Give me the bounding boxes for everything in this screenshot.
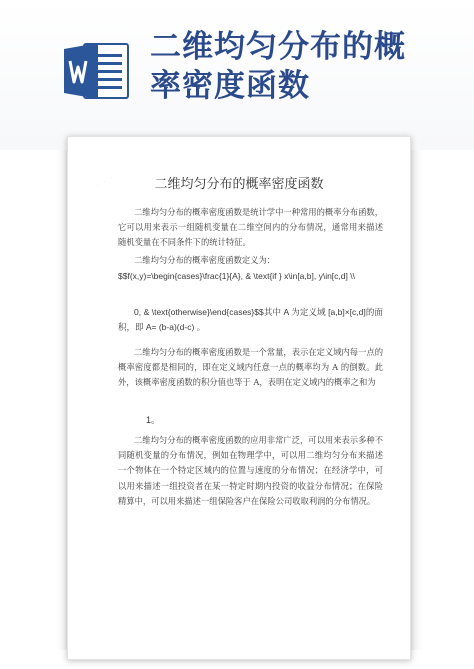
paragraph-value-one: 1。 (146, 415, 161, 425)
paragraph-applications: 二维均匀分布的概率密度函数的应用非常广泛，可以用来表示多种不同随机变量的分布情况，例如在物理学中，可以用二维均匀分布来描述一个物体在一个特定区域内的位置与速度的分布情况；在经济学中，可以用来描述一组投资者在某一特定时期内投资的收益分布情况；在保险精算中，可以用来描述一组保险客户在保险公司收取利润的分布情况。 (118, 435, 383, 506)
paragraph-property: 二维均匀分布的概率密度函数是一个常量，表示在定义域内每一点的概率密度都是相同的，即在定义域内任意一点的概率均为 A 的倒数。此外，该概率密度函数的积分值也等于 A，表明在定义域内的概率之和为 (118, 347, 383, 388)
paragraph-intro: 二维均匀分布的概率密度函数是统计学中一种常用的概率分布函数，它可以用来表示一组随机变量在二维空间内的分布情况，通常用来描述随机变量在不同条件下的统计特征。 (118, 207, 383, 248)
word-icon (62, 40, 132, 102)
paragraph-formula: $$f(x,y)=\begin{cases}\frac{1}{A}, & \text{if } x\in[a,b], y\in[c,d] \\ (118, 271, 355, 281)
document-title: 二维均匀分布的概率密度函数 (154, 177, 324, 192)
page-shadow (409, 150, 423, 650)
headline-line-2: 率密度函数 (150, 68, 310, 104)
watermark: · · · · · (87, 168, 123, 196)
document-page (67, 136, 411, 660)
page-headline (150, 28, 450, 106)
paragraph-definition-label: 二维均匀分布的概率密度函数定义为： (134, 255, 276, 265)
headline-line-1: 二维均匀分布的概 (150, 29, 406, 65)
paragraph-formula-cont: 0, & \text{otherwise}\end{cases}$$其中 A 为定义域 [a,b]×[c,d]的面积，即 A= (b-a)(d-c) 。 (118, 307, 383, 333)
